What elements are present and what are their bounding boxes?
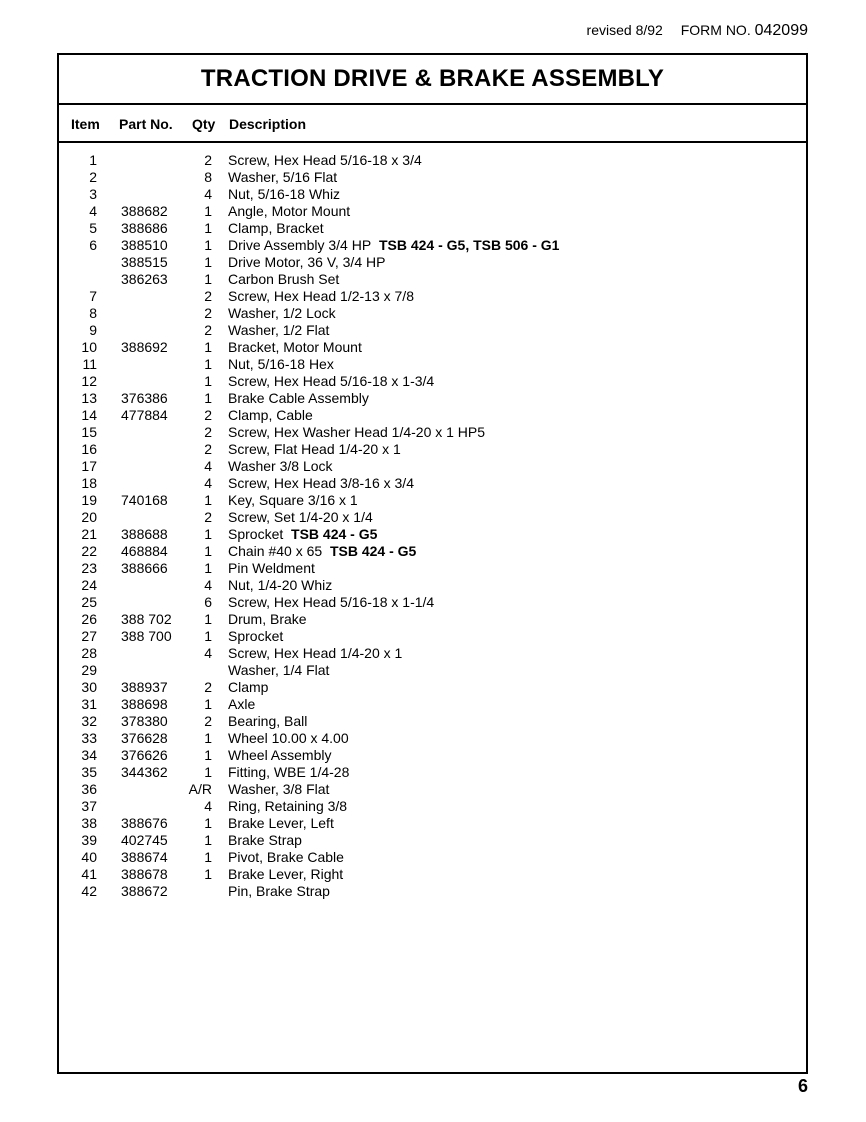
quantity: 1 <box>204 560 212 576</box>
item-number: 18 <box>81 475 97 491</box>
quantity: 2 <box>204 713 212 729</box>
quantity: 4 <box>204 475 212 491</box>
description <box>228 798 347 815</box>
description <box>228 407 313 424</box>
item-number: 26 <box>81 611 97 627</box>
item-number: 34 <box>81 747 97 763</box>
description <box>228 203 350 220</box>
item-number: 1 <box>89 152 97 168</box>
item-number: 38 <box>81 815 97 831</box>
description <box>228 492 358 509</box>
quantity: 1 <box>204 526 212 542</box>
description-text: Sprocket <box>228 628 284 644</box>
column-header-qty: Qty <box>192 116 216 132</box>
form-label: FORM NO. <box>680 22 751 38</box>
description-text: Brake Lever, Left <box>228 815 334 831</box>
table-row <box>59 815 806 832</box>
quantity: 4 <box>204 186 212 202</box>
quantity: 2 <box>204 679 212 695</box>
item-number: 7 <box>89 288 97 304</box>
part-number: 378380 <box>121 713 168 729</box>
description-text: Washer, 1/4 Flat <box>228 662 330 678</box>
service-bulletin-note: TSB 424 - G5, TSB 506 - G1 <box>378 237 560 253</box>
item-number: 12 <box>81 373 97 389</box>
description <box>228 747 331 764</box>
table-row <box>59 594 806 611</box>
table-row <box>59 441 806 458</box>
item-number: 11 <box>82 356 97 372</box>
description-text: Washer, 1/2 Flat <box>228 322 330 338</box>
description <box>228 577 332 594</box>
table-row <box>59 305 806 322</box>
item-number: 10 <box>81 339 97 355</box>
part-number: 388515 <box>121 254 168 270</box>
item-number: 32 <box>81 713 97 729</box>
item-number: 14 <box>81 407 97 423</box>
quantity: 2 <box>204 152 212 168</box>
description-text: Clamp, Cable <box>228 407 313 423</box>
item-number: 30 <box>81 679 97 695</box>
part-number: 386263 <box>121 271 168 287</box>
table-row <box>59 849 806 866</box>
table-row <box>59 254 806 271</box>
part-number: 388688 <box>121 526 168 542</box>
description <box>228 764 349 781</box>
table-row <box>59 356 806 373</box>
item-number: 28 <box>81 645 97 661</box>
quantity: 1 <box>204 543 212 559</box>
description-text: Washer 3/8 Lock <box>228 458 333 474</box>
quantity: 1 <box>204 356 212 372</box>
description <box>228 152 422 169</box>
item-number: 42 <box>81 883 97 899</box>
description <box>228 186 340 203</box>
table-row <box>59 662 806 679</box>
item-number: 35 <box>81 764 97 780</box>
page-number: 6 <box>797 1076 808 1096</box>
description <box>228 169 337 186</box>
table-row <box>59 543 806 560</box>
quantity: 4 <box>204 645 212 661</box>
description-text: Pivot, Brake Cable <box>228 849 344 865</box>
description <box>228 543 416 560</box>
quantity: 1 <box>204 611 212 627</box>
quantity: 1 <box>204 832 212 848</box>
quantity: 2 <box>204 305 212 321</box>
quantity: 2 <box>204 322 212 338</box>
table-row <box>59 390 806 407</box>
description-text: Bracket, Motor Mount <box>228 339 362 355</box>
description <box>228 424 485 441</box>
title-bar <box>59 55 806 105</box>
table-row <box>59 713 806 730</box>
table-row <box>59 730 806 747</box>
table-row <box>59 577 806 594</box>
description <box>228 628 283 645</box>
description <box>228 696 255 713</box>
part-number: 388674 <box>121 849 168 865</box>
description <box>228 560 315 577</box>
quantity: 2 <box>204 424 212 440</box>
table-row <box>59 424 806 441</box>
description-text: Ring, Retaining 3/8 <box>228 798 348 814</box>
table-row <box>59 866 806 883</box>
description <box>228 390 369 407</box>
quantity: 1 <box>204 390 212 406</box>
item-number: 16 <box>81 441 97 457</box>
column-header-item: Item <box>71 116 100 132</box>
part-number: 388678 <box>121 866 168 882</box>
page-title: TRACTION DRIVE & BRAKE ASSEMBLY <box>200 65 665 92</box>
quantity: 4 <box>204 577 212 593</box>
part-number: 740168 <box>121 492 168 508</box>
item-number: 23 <box>81 560 97 576</box>
quantity: 1 <box>204 696 212 712</box>
part-number: 388666 <box>121 560 168 576</box>
part-number: 402745 <box>121 832 168 848</box>
description-text: Angle, Motor Mount <box>228 203 351 219</box>
description <box>228 271 339 288</box>
description-text: Screw, Hex Head 5/16-18 x 1-3/4 <box>228 373 435 389</box>
table-row <box>59 169 806 186</box>
quantity: 2 <box>204 407 212 423</box>
description-text: Brake Cable Assembly <box>228 390 369 406</box>
description <box>228 220 324 237</box>
description-text: Key, Square 3/16 x 1 <box>228 492 358 508</box>
item-number: 9 <box>89 322 97 338</box>
item-number: 36 <box>81 781 97 797</box>
service-bulletin-note: TSB 424 - G5 <box>291 526 378 542</box>
item-number: 29 <box>81 662 97 678</box>
description <box>228 713 307 730</box>
description-text: Brake Lever, Right <box>228 866 344 882</box>
table-row <box>59 560 806 577</box>
item-number: 37 <box>81 798 97 814</box>
description <box>228 237 559 254</box>
table-row <box>59 526 806 543</box>
description <box>228 373 434 390</box>
description <box>228 611 307 628</box>
quantity: 1 <box>204 815 212 831</box>
form-header <box>587 22 808 40</box>
description-text: Fitting, WBE 1/4-28 <box>228 764 350 780</box>
table-row <box>59 322 806 339</box>
item-number: 33 <box>81 730 97 746</box>
part-number: 468884 <box>121 543 168 559</box>
description-text: Washer, 5/16 Flat <box>228 169 338 185</box>
description-text: Nut, 5/16-18 Hex <box>228 356 334 372</box>
item-number: 5 <box>89 220 97 236</box>
item-number: 39 <box>81 832 97 848</box>
table-row <box>59 339 806 356</box>
column-header-part-no: Part No. <box>119 116 173 132</box>
part-number: 477884 <box>121 407 168 423</box>
description-text: Drive Motor, 36 V, 3/4 HP <box>228 254 386 270</box>
description-text: Clamp <box>228 679 269 695</box>
table-row <box>59 628 806 645</box>
description-text: Sprocket <box>228 526 284 542</box>
description-text: Clamp, Bracket <box>228 220 324 236</box>
table-row <box>59 832 806 849</box>
part-number: 388686 <box>121 220 168 236</box>
description <box>228 339 362 356</box>
table-row <box>59 203 806 220</box>
part-number: 344362 <box>121 764 168 780</box>
item-number: 25 <box>81 594 97 610</box>
quantity: 2 <box>204 509 212 525</box>
quantity: 1 <box>204 764 212 780</box>
part-number: 388 702 <box>121 611 172 627</box>
quantity: 1 <box>204 373 212 389</box>
part-number: 388692 <box>121 339 168 355</box>
item-number: 13 <box>81 390 97 406</box>
description <box>228 475 414 492</box>
quantity: 1 <box>204 747 212 763</box>
description-text: Pin Weldment <box>228 560 315 576</box>
item-number: 8 <box>89 305 97 321</box>
table-row <box>59 237 806 254</box>
table-row <box>59 186 806 203</box>
description <box>228 866 343 883</box>
quantity: 1 <box>204 339 212 355</box>
description-text: Drive Assembly 3/4 HP <box>228 237 372 253</box>
table-row <box>59 475 806 492</box>
item-number: 40 <box>81 849 97 865</box>
item-number: 22 <box>81 543 97 559</box>
part-number: 388676 <box>121 815 168 831</box>
quantity: 1 <box>204 849 212 865</box>
table-row <box>59 645 806 662</box>
description <box>228 509 373 526</box>
item-number: 19 <box>81 492 97 508</box>
description-text: Screw, Hex Head 1/4-20 x 1 <box>228 645 403 661</box>
table-row <box>59 611 806 628</box>
description-text: Carbon Brush Set <box>228 271 340 287</box>
table-row <box>59 764 806 781</box>
table-row <box>59 781 806 798</box>
description-text: Washer, 3/8 Flat <box>228 781 330 797</box>
description-text: Axle <box>228 696 256 712</box>
description-text: Bearing, Ball <box>228 713 308 729</box>
part-number: 388682 <box>121 203 168 219</box>
part-number: 388937 <box>121 679 168 695</box>
description <box>228 832 302 849</box>
table-row <box>59 458 806 475</box>
part-number: 388510 <box>121 237 168 253</box>
description <box>228 254 385 271</box>
description-text: Screw, Hex Head 3/8-16 x 3/4 <box>228 475 414 491</box>
description <box>228 458 333 475</box>
item-number: 15 <box>81 424 97 440</box>
quantity: 1 <box>204 271 212 287</box>
description-text: Nut, 5/16-18 Whiz <box>228 186 341 202</box>
item-number: 17 <box>81 458 97 474</box>
quantity: 2 <box>204 441 212 457</box>
table-row <box>59 798 806 815</box>
description-text: Chain #40 x 65 <box>228 543 323 559</box>
quantity: 1 <box>204 628 212 644</box>
table-row <box>59 883 806 900</box>
table-row <box>59 373 806 390</box>
description <box>228 526 377 543</box>
table-row <box>59 509 806 526</box>
column-header-description: Description <box>229 116 307 132</box>
description-text: Washer, 1/2 Lock <box>228 305 336 321</box>
description-text: Wheel Assembly <box>228 747 332 763</box>
description-text: Drum, Brake <box>228 611 307 627</box>
item-number: 21 <box>81 526 97 542</box>
quantity: 4 <box>204 458 212 474</box>
item-number: 20 <box>81 509 97 525</box>
quantity: 1 <box>204 203 212 219</box>
part-number: 388672 <box>121 883 168 899</box>
description <box>228 849 344 866</box>
revision-date: revised 8/92 <box>586 22 663 38</box>
description-text: Screw, Hex Head 5/16-18 x 3/4 <box>228 152 422 168</box>
quantity: 1 <box>204 254 212 270</box>
item-number: 24 <box>81 577 97 593</box>
item-number: 27 <box>81 628 97 644</box>
quantity: A/R <box>188 781 212 797</box>
table-row <box>59 271 806 288</box>
item-number: 4 <box>89 203 97 219</box>
service-bulletin-note: TSB 424 - G5 <box>329 543 417 559</box>
quantity: 4 <box>204 798 212 814</box>
description <box>228 441 401 458</box>
table-row <box>59 747 806 764</box>
part-number: 376386 <box>121 390 168 406</box>
description-text: Screw, Hex Washer Head 1/4-20 x 1 HP5 <box>228 424 486 440</box>
quantity: 1 <box>204 730 212 746</box>
part-number: 376626 <box>121 747 168 763</box>
description <box>228 781 329 798</box>
part-number: 388698 <box>121 696 168 712</box>
table-row <box>59 696 806 713</box>
description <box>228 356 334 373</box>
table-row <box>59 679 806 696</box>
description-text: Nut, 1/4-20 Whiz <box>228 577 333 593</box>
table-row <box>59 152 806 169</box>
description <box>228 305 336 322</box>
description-text: Brake Strap <box>228 832 302 848</box>
table-row <box>59 407 806 424</box>
description <box>228 594 434 611</box>
quantity: 1 <box>204 492 212 508</box>
description-text: Pin, Brake Strap <box>228 883 330 899</box>
description <box>228 679 268 696</box>
item-number: 31 <box>81 696 97 712</box>
table-row <box>59 492 806 509</box>
description-text: Screw, Set 1/4-20 x 1/4 <box>228 509 373 525</box>
table-row <box>59 288 806 305</box>
description <box>228 322 329 339</box>
description-text: Wheel 10.00 x 4.00 <box>228 730 349 746</box>
description <box>228 645 402 662</box>
quantity: 2 <box>204 288 212 304</box>
description <box>228 662 329 679</box>
item-number: 41 <box>81 866 97 882</box>
form-number: 042099 <box>754 22 808 39</box>
table-row <box>59 220 806 237</box>
quantity: 1 <box>204 866 212 882</box>
quantity: 6 <box>204 594 212 610</box>
description-text: Screw, Hex Head 1/2-13 x 7/8 <box>228 288 414 304</box>
table-header <box>59 105 806 143</box>
item-number: 6 <box>89 237 97 253</box>
item-number: 2 <box>89 169 97 185</box>
item-number: 3 <box>89 186 97 202</box>
part-number: 388 700 <box>121 628 172 644</box>
quantity: 8 <box>204 169 212 185</box>
description-text: Screw, Flat Head 1/4-20 x 1 <box>228 441 401 457</box>
parts-list-frame <box>57 53 808 1074</box>
description <box>228 288 414 305</box>
parts-table-body <box>59 152 806 900</box>
description <box>228 883 330 900</box>
quantity: 1 <box>204 237 212 253</box>
description <box>228 815 334 832</box>
description-text: Screw, Hex Head 5/16-18 x 1-1/4 <box>228 594 435 610</box>
quantity: 1 <box>204 220 212 236</box>
description <box>228 730 349 747</box>
part-number: 376628 <box>121 730 168 746</box>
